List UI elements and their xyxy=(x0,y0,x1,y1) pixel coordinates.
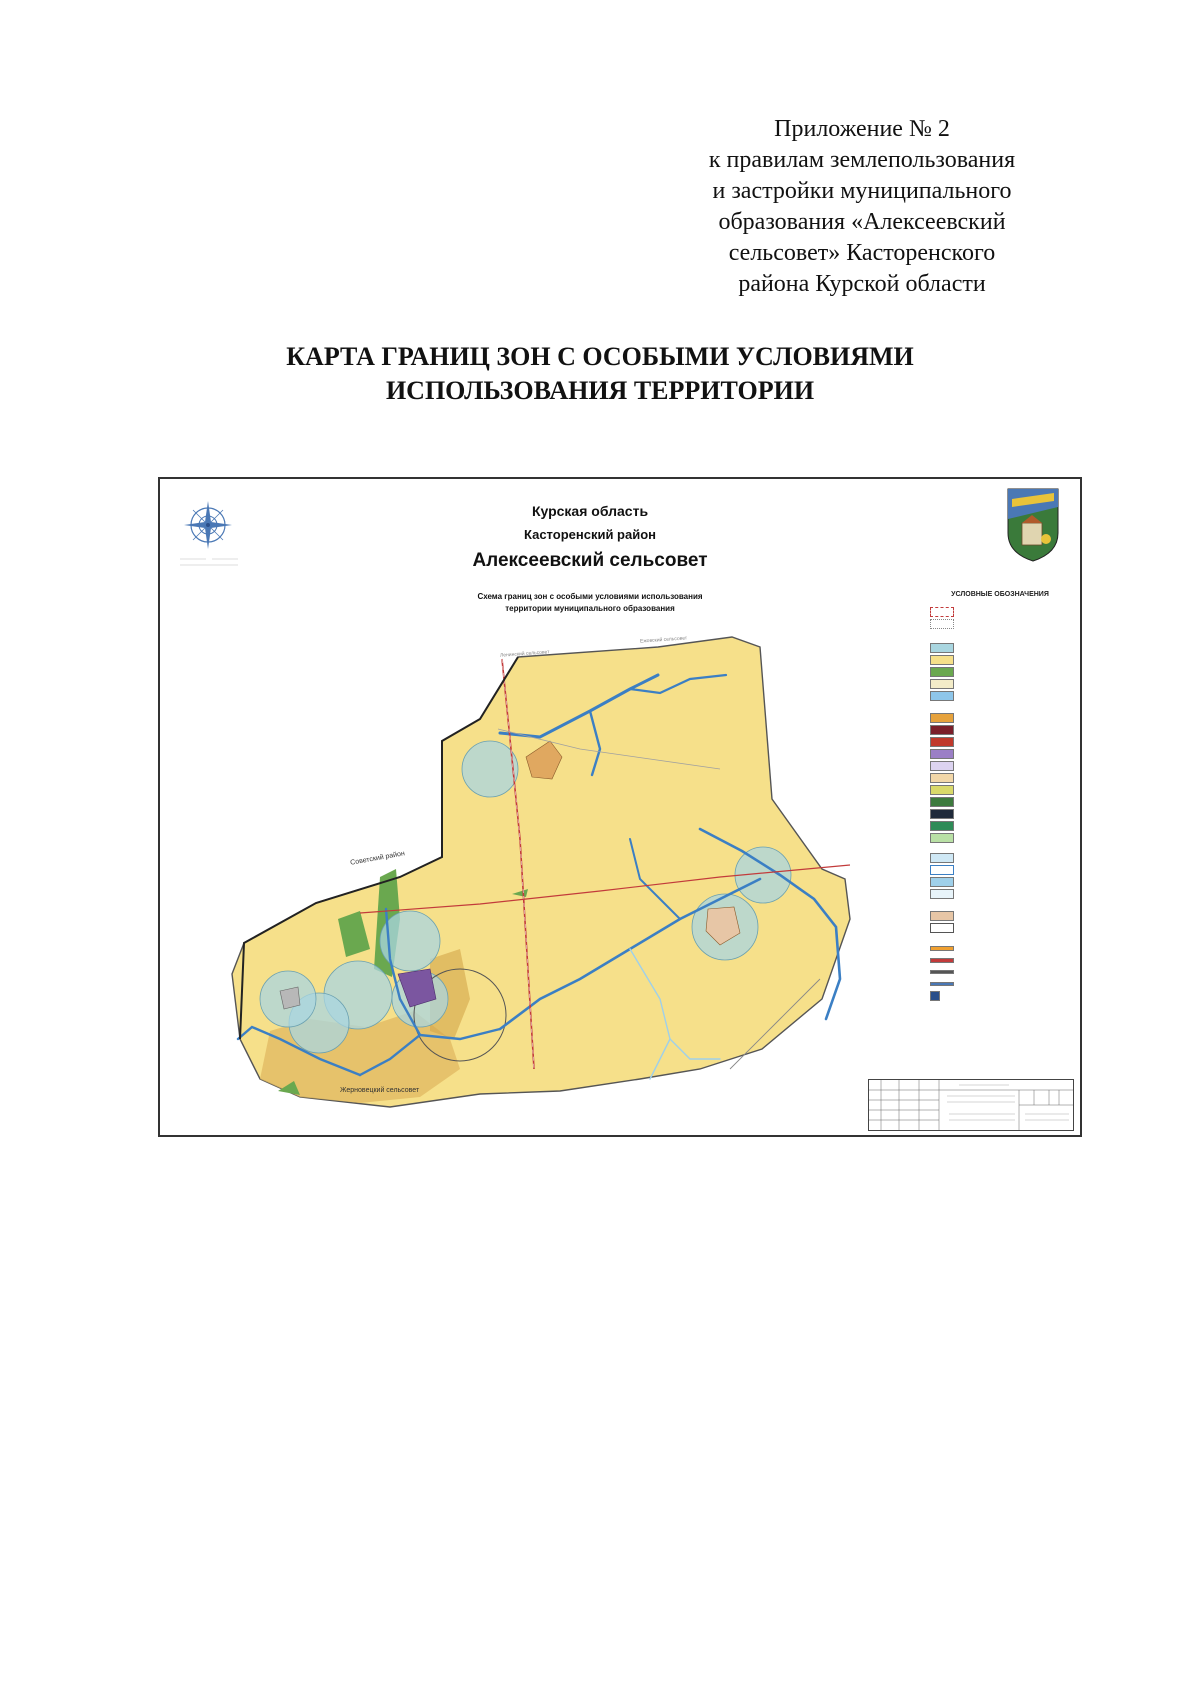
legend-swatch xyxy=(930,619,954,629)
coat-of-arms-icon xyxy=(1008,489,1058,561)
legend-swatch xyxy=(930,713,954,723)
legend-row xyxy=(930,888,1070,900)
compass-caption-lines xyxy=(180,559,238,565)
legend-row xyxy=(930,966,1070,978)
legend-swatch xyxy=(930,737,954,747)
legend-row xyxy=(930,712,1070,724)
appendix-line: района Курской области xyxy=(738,271,986,297)
settlement-area xyxy=(280,987,300,1009)
legend-swatch xyxy=(930,797,954,807)
legend-swatch xyxy=(930,725,954,735)
legend-row xyxy=(930,724,1070,736)
legend-swatch xyxy=(930,865,954,875)
map-subtitle xyxy=(420,591,760,615)
legend-row xyxy=(930,852,1070,864)
legend-row xyxy=(930,606,1070,618)
legend-row xyxy=(930,796,1070,808)
appendix-line: и застройки муниципального xyxy=(712,178,1012,204)
legend-row xyxy=(930,772,1070,784)
legend-swatch xyxy=(930,889,954,899)
legend-row xyxy=(930,666,1070,678)
legend-row xyxy=(930,808,1070,820)
appendix-line: к правилам землепользования xyxy=(708,147,1016,173)
legend-swatch xyxy=(930,643,954,653)
legend-swatch xyxy=(930,785,954,795)
neighbor-label-north-left: Ленинский сельсовет xyxy=(499,649,550,659)
map-region-title: Курская область xyxy=(531,503,649,519)
legend-swatch xyxy=(930,607,954,617)
legend-swatch xyxy=(930,911,954,921)
document-title xyxy=(180,340,1020,408)
appendix-block xyxy=(652,114,1072,300)
legend-row xyxy=(930,784,1070,796)
map-council-title: Алексеевский сельсовет xyxy=(472,550,708,571)
legend-row xyxy=(930,654,1070,666)
legend-row xyxy=(930,642,1070,654)
legend-swatch xyxy=(930,761,954,771)
neighbor-label-west: Советский район xyxy=(349,850,406,867)
legend-swatch xyxy=(930,946,954,951)
document-title-line2: ИСПОЛЬЗОВАНИЯ ТЕРРИТОРИИ xyxy=(385,376,815,405)
legend-row xyxy=(930,954,1070,966)
appendix-line: Приложение № 2 xyxy=(774,116,950,142)
legend-row xyxy=(930,942,1070,954)
legend-row xyxy=(930,736,1070,748)
legend-row xyxy=(930,922,1070,934)
legend-swatch xyxy=(930,982,954,986)
legend-row xyxy=(930,820,1070,832)
legend-row xyxy=(930,910,1070,922)
legend-row xyxy=(930,690,1070,702)
legend-row xyxy=(930,678,1070,690)
legend-swatch xyxy=(930,877,954,887)
map-legend xyxy=(930,591,1070,1002)
map-subtitle-line2: территории муниципального образования xyxy=(505,604,675,613)
legend-row xyxy=(930,864,1070,876)
legend-row xyxy=(930,990,1070,1002)
legend-swatch xyxy=(930,809,954,819)
legend-swatch xyxy=(930,773,954,783)
legend-swatch xyxy=(930,691,954,701)
legend-row xyxy=(930,618,1070,630)
appendix-line: сельсовет» Касторенского xyxy=(728,240,996,266)
legend-swatch xyxy=(930,958,954,963)
stamp-grid xyxy=(869,1080,1073,1130)
compass-rose-icon xyxy=(184,501,232,549)
legend-swatch xyxy=(930,821,954,831)
legend-swatch xyxy=(930,679,954,689)
neighbor-label-north-right: Ежовский сельсовет xyxy=(639,635,688,645)
map-district-title: Касторенский район xyxy=(524,527,656,542)
stamp-title-block xyxy=(868,1079,1074,1131)
legend-swatch xyxy=(930,667,954,677)
legend-row xyxy=(930,876,1070,888)
map-figure xyxy=(158,477,1082,1137)
legend-row xyxy=(930,760,1070,772)
legend-swatch xyxy=(930,655,954,665)
legend-row xyxy=(930,832,1070,844)
legend-swatch xyxy=(930,923,954,933)
neighbor-label-south: Жерновецкий сельсовет xyxy=(340,1087,420,1094)
legend-swatch xyxy=(930,853,954,863)
legend-row xyxy=(930,748,1070,760)
legend-row xyxy=(930,978,1070,990)
map-subtitle-line1: Схема границ зон с особыми условиями использования xyxy=(477,592,703,601)
legend-swatch xyxy=(930,991,940,1001)
document-title-line1: КАРТА ГРАНИЦ ЗОН С ОСОБЫМИ УСЛОВИЯМИ xyxy=(286,342,914,371)
legend-swatch xyxy=(930,749,954,759)
legend-swatch xyxy=(930,833,954,843)
legend-title: УСЛОВНЫЕ ОБОЗНАЧЕНИЯ xyxy=(951,591,1049,598)
appendix-line: образования «Алексеевский xyxy=(718,209,1006,235)
legend-swatch xyxy=(930,970,954,974)
